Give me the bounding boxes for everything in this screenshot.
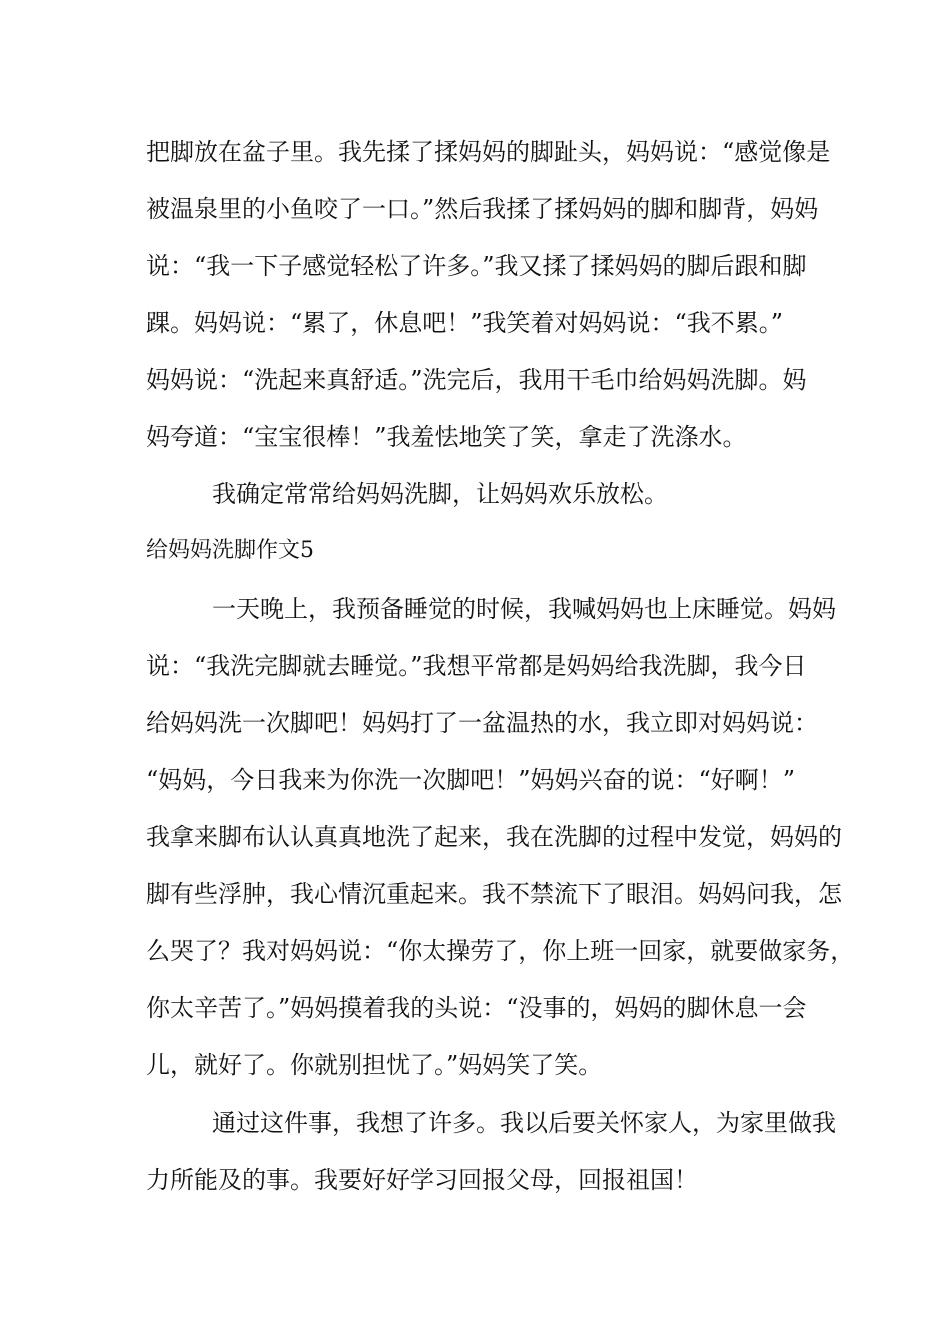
paragraph-line: 给妈妈洗一次脚吧！妈妈打了一盆温热的水，我立即对妈妈说： bbox=[146, 709, 818, 737]
paragraph-line: 么哭了？我对妈妈说：“你太操劳了，你上班一回家，就要做家务， bbox=[146, 937, 855, 965]
paragraph-line: 通过这件事，我想了许多。我以后要关怀家人，为家里做我 bbox=[212, 1109, 836, 1137]
paragraph-line: 说：“我一下子感觉轻松了许多。”我又揉了揉妈妈的脚后跟和脚 bbox=[146, 252, 807, 280]
paragraph-line: “妈妈，今日我来为你洗一次脚吧！”妈妈兴奋的说：“好啊！” bbox=[146, 766, 796, 794]
paragraph-line: 说：“我洗完脚就去睡觉。”我想平常都是妈妈给我洗脚，我今日 bbox=[146, 652, 807, 680]
paragraph-line: 脚有些浮肿，我心情沉重起来。我不禁流下了眼泪。妈妈问我，怎 bbox=[146, 880, 842, 908]
paragraph-line: 我确定常常给妈妈洗脚，让妈妈欢乐放松。 bbox=[212, 480, 668, 508]
paragraph-line: 力所能及的事。我要好好学习回报父母，回报祖国！ bbox=[146, 1166, 698, 1194]
paragraph-line: 被温泉里的小鱼咬了一口。”然后我揉了揉妈妈的脚和脚背，妈妈 bbox=[146, 195, 819, 223]
paragraph-line: 妈夸道：“宝宝很棒！”我羞怯地笑了笑，拿走了洗涤水。 bbox=[146, 423, 747, 451]
paragraph-line: 儿，就好了。你就别担忧了。”妈妈笑了笑。 bbox=[146, 1051, 603, 1079]
paragraph-line: 把脚放在盆子里。我先揉了揉妈妈的脚趾头，妈妈说：“感觉像是 bbox=[146, 138, 831, 166]
paragraph-line: 一天晚上，我预备睡觉的时候，我喊妈妈也上床睡觉。妈妈 bbox=[212, 595, 836, 623]
paragraph-line: 我拿来脚布认认真真地洗了起来，我在洗脚的过程中发觉，妈妈的 bbox=[146, 823, 842, 851]
paragraph-line: 你太辛苦了。”妈妈摸着我的头说：“没事的，妈妈的脚休息一会 bbox=[146, 994, 807, 1022]
paragraph-line: 踝。妈妈说：“累了，休息吧！”我笑着对妈妈说：“我不累。” bbox=[146, 309, 784, 337]
section-title: 给妈妈洗脚作文5 bbox=[146, 538, 314, 563]
paragraph-line: 妈妈说：“洗起来真舒适。”洗完后，我用干毛巾给妈妈洗脚。妈 bbox=[146, 366, 807, 394]
